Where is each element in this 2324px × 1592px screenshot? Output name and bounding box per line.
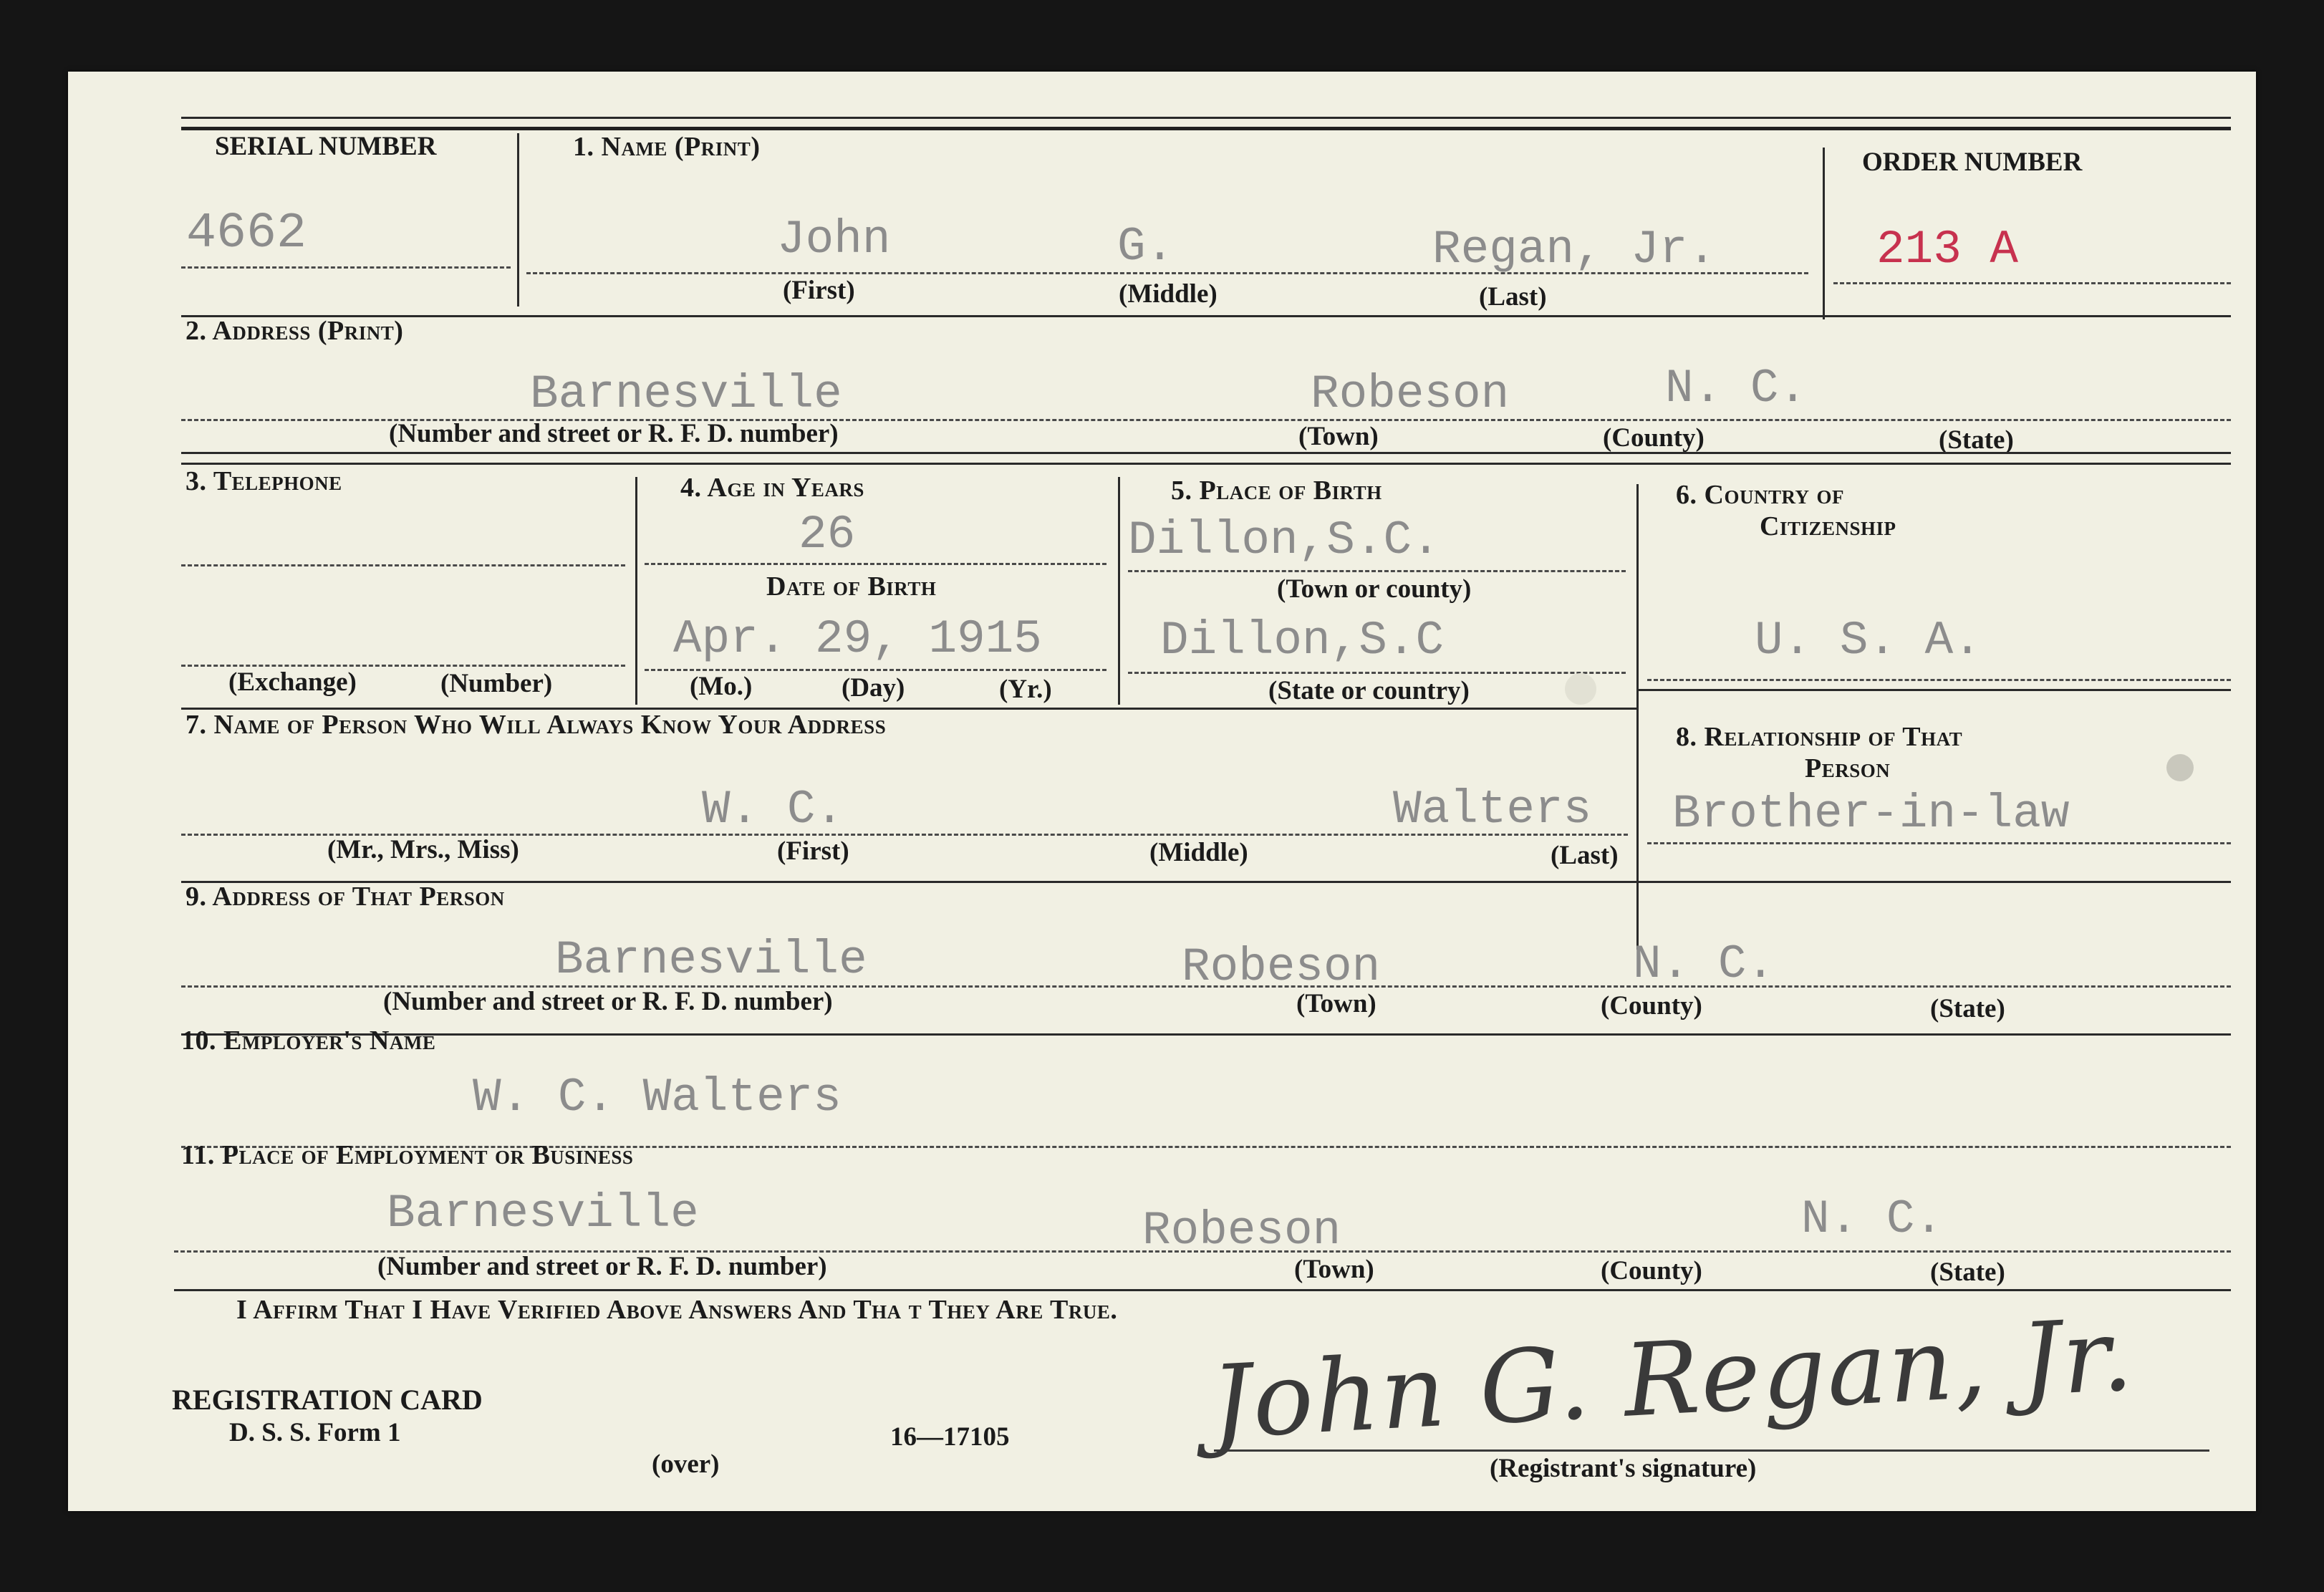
citizenship-label-2: Citizenship (1760, 511, 1896, 541)
address-street: Barnesville (530, 367, 842, 421)
affirmation-text: I Affirm That I Have Verified Above Answers And Tha t They Are True. (236, 1295, 1118, 1325)
address-street-caption: (Number and street or R. F. D. number) (389, 419, 839, 448)
order-number-label: ORDER NUMBER (1862, 148, 2083, 177)
order-number-value: 213 A (1876, 223, 2019, 276)
citizenship-divider (1636, 484, 1639, 950)
serial-underline (181, 266, 511, 269)
order-divider (1823, 148, 1825, 319)
citizenship-label-1: 6. Country of (1676, 480, 1844, 510)
citizenship-value: U. S. A. (1755, 614, 1982, 667)
age-underline (645, 563, 1106, 565)
telephone-label: 3. Telephone (185, 466, 342, 496)
telephone-number-caption: (Number) (440, 669, 553, 698)
dob-year-caption: (Yr.) (999, 675, 1052, 704)
row1-bottom-rule (181, 315, 2231, 317)
contact-title-caption: (Mr., Mrs., Miss) (327, 835, 519, 864)
over-note: (over) (652, 1449, 720, 1479)
relationship-value: Brother-in-law (1672, 787, 2070, 841)
employment-place-town: Robeson (1142, 1204, 1341, 1258)
name-last: Regan, Jr. (1432, 223, 1717, 276)
print-code: 16—17105 (890, 1422, 1010, 1452)
dob-underline (645, 669, 1106, 671)
contact-address-county-caption: (County) (1601, 991, 1702, 1021)
address-town: Robeson (1311, 367, 1510, 421)
row7-bottom-rule (174, 1289, 2231, 1291)
employment-place-label: 11. Place of Employment or Business (181, 1140, 634, 1170)
relationship-label-1: 8. Relationship of That (1676, 722, 1963, 752)
dob-day-caption: (Day) (842, 673, 905, 703)
relationship-label-2: Person (1805, 753, 1891, 783)
age-label: 4. Age in Years (680, 473, 864, 503)
birthplace-label: 5. Place of Birth (1171, 476, 1382, 506)
name-first: John (777, 213, 891, 266)
name-first-caption: (First) (783, 276, 855, 305)
age-divider (1118, 477, 1120, 705)
employer-value: W. C. Walters (473, 1071, 842, 1124)
employment-place-street-caption: (Number and street or R. F. D. number) (377, 1252, 827, 1281)
contact-first-caption: (First) (777, 836, 849, 866)
telephone-line-2 (181, 665, 625, 667)
contact-first: W. C. (702, 783, 844, 836)
name-underline (526, 272, 1808, 274)
serial-number-value: 4662 (186, 206, 307, 262)
serial-number-label: SERIAL NUMBER (215, 132, 437, 161)
contact-address-town-caption: (Town) (1296, 989, 1376, 1018)
paper-stain (2166, 754, 2194, 781)
employment-place-street: Barnesville (387, 1187, 699, 1240)
registration-card (68, 72, 2256, 1511)
birthplace-town-caption: (Town or county) (1277, 574, 1472, 604)
contact-address-street: Barnesville (555, 933, 867, 987)
dob-value: Apr. 29, 1915 (673, 612, 1042, 666)
dob-label: Date of Birth (766, 571, 937, 602)
serial-divider (517, 133, 519, 307)
employer-label: 10. Employer's Name (181, 1026, 436, 1056)
name-label: 1. Name (Print) (573, 132, 761, 162)
name-last-caption: (Last) (1479, 282, 1547, 312)
contact-last-caption: (Last) (1551, 841, 1619, 870)
birthplace-state-underline (1128, 672, 1626, 674)
contact-middle-caption: (Middle) (1149, 838, 1248, 867)
signature-caption: (Registrant's signature) (1490, 1454, 1757, 1483)
telephone-divider (635, 477, 637, 705)
address-county-caption: (County) (1603, 423, 1705, 453)
contact-label: 7. Name of Person Who Will Always Know Your Address (185, 710, 887, 740)
registrant-signature: John G. Regan, Jr. (1208, 1296, 2137, 1462)
paper-stain (1565, 673, 1596, 705)
order-underline (1833, 282, 2231, 284)
row2-bottom-rule-2 (181, 463, 2231, 465)
dob-month-caption: (Mo.) (690, 672, 753, 701)
employment-place-county-caption: (County) (1601, 1256, 1702, 1285)
registration-card-title: REGISTRATION CARD (172, 1384, 483, 1416)
age-value: 26 (799, 508, 856, 561)
telephone-line-1 (181, 564, 625, 566)
relationship-underline (1647, 842, 2231, 844)
employment-place-town-caption: (Town) (1294, 1255, 1374, 1284)
contact-address-town: Robeson (1182, 940, 1381, 994)
top-rule (181, 117, 2231, 119)
citizenship-underline (1647, 679, 2231, 681)
employment-place-state: N. C. (1801, 1192, 1944, 1246)
telephone-exchange-caption: (Exchange) (228, 667, 357, 697)
birthplace-state: Dillon,S.C (1160, 614, 1445, 667)
address-state-caption: (State) (1939, 425, 2014, 455)
address-label: 2. Address (Print) (185, 316, 404, 346)
address-state: N. C. (1665, 362, 1808, 415)
contact-address-state: N. C. (1633, 937, 1775, 991)
relationship-top-rule (1636, 689, 2231, 691)
contact-address-state-caption: (State) (1930, 994, 2005, 1023)
contact-address-street-caption: (Number and street or R. F. D. number) (383, 987, 833, 1016)
birthplace-state-caption: (State or country) (1268, 676, 1470, 705)
form-number: D. S. S. Form 1 (229, 1418, 401, 1447)
contact-last: Walters (1393, 783, 1592, 836)
top-rule-thick (181, 127, 2231, 130)
row5-bottom-rule (181, 1033, 2231, 1036)
name-middle-caption: (Middle) (1119, 279, 1218, 309)
birthplace-town: Dillon,S.C. (1128, 513, 1440, 567)
birthplace-town-underline (1128, 570, 1626, 572)
address-town-caption: (Town) (1298, 422, 1379, 451)
signature-line (1214, 1449, 2209, 1452)
row2-bottom-rule (181, 452, 2231, 454)
contact-address-label: 9. Address of That Person (185, 882, 505, 912)
name-middle: G. (1117, 220, 1175, 274)
employment-place-state-caption: (State) (1930, 1258, 2005, 1287)
